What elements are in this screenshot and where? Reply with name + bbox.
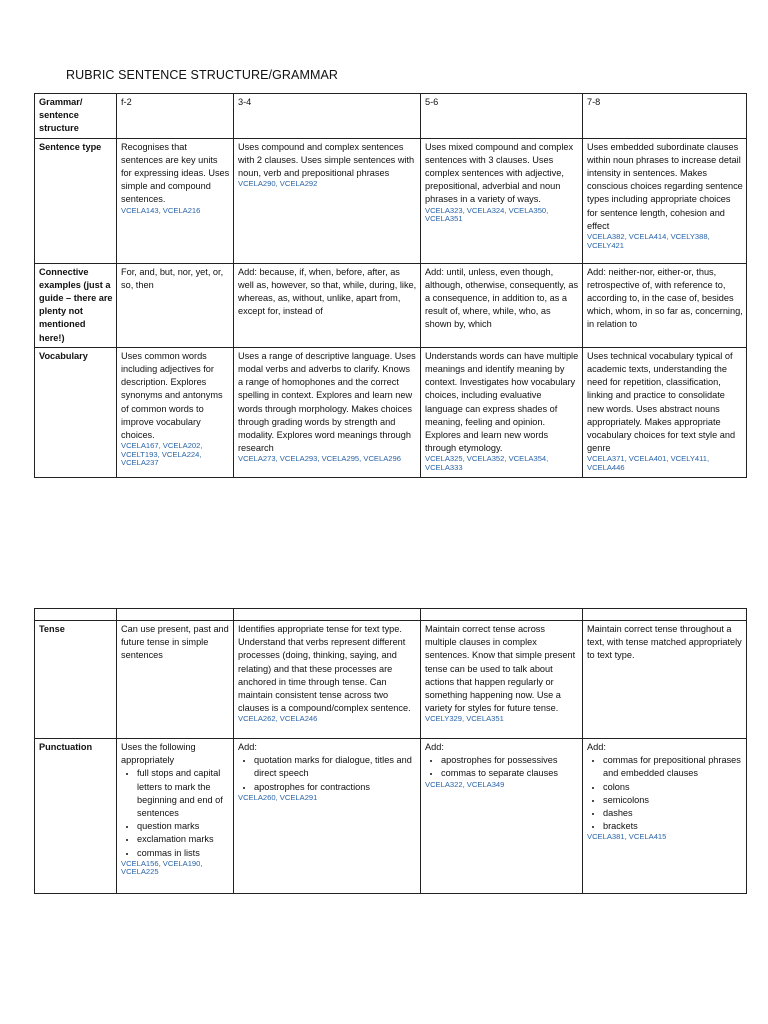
empty-cell <box>35 609 117 621</box>
table-cell <box>421 347 583 477</box>
list-item: • exclamation marks <box>137 833 230 846</box>
table-cell <box>117 138 234 263</box>
bullet-list <box>238 754 417 794</box>
table-cell <box>234 347 421 477</box>
page-title: RUBRIC SENTENCE STRUCTURE/GRAMMAR <box>66 68 339 82</box>
curriculum-codes: VCELA371, VCELA401, VCELY411, VCELA446 <box>587 454 710 473</box>
table-cell <box>421 739 583 894</box>
list-item: • commas for prepositional phrases and embedded clauses <box>603 754 743 780</box>
table-row-vocabulary <box>35 347 747 477</box>
cell-text: Uses technical vocabulary typical of academic texts, understanding the need for repetition, classification, linking and practice to consolidate new words. Uses abstract nouns appropriately. Makes appropriate vocabulary choices for text style and genre <box>587 350 736 454</box>
list-item: • brackets <box>603 820 743 833</box>
table-cell: Maintain correct tense throughout a text, with tense matched appropriately to text type. <box>583 621 747 739</box>
table-row-tense <box>35 621 747 739</box>
bullet-list <box>587 754 743 833</box>
table-cell: Add: until, unless, even though, although, otherwise, consequently, as a consequence, in addition to, as a result of, where, while, who, as shown by, which <box>421 263 583 347</box>
curriculum-codes: VCELY329, VCELA351 <box>425 714 504 724</box>
row-label: Tense <box>35 621 117 739</box>
table-cell: Can use present, past and future tense in simple sentences <box>117 621 234 739</box>
cell-text: Add: <box>425 742 444 752</box>
curriculum-codes: VCELA273, VCELA293, VCELA295, VCELA296 <box>238 454 401 464</box>
cell-text: Uses compound and complex sentences with 2 clauses. Uses simple sentences with noun, verb and prepositional phrases <box>238 141 415 179</box>
rubric-table-1 <box>34 93 747 478</box>
header-cell: 3-4 <box>234 94 421 139</box>
bullet-list <box>425 754 579 780</box>
list-item: • apostrophes for contractions <box>254 781 417 794</box>
list-item: • apostrophes for possessives <box>441 754 579 767</box>
header-row <box>35 94 747 139</box>
cell-text: Uses common words including adjectives for description. Explores synonyms and antonyms of common words to improve vocabulary choices. <box>121 350 223 441</box>
table-row-punctuation <box>35 739 747 894</box>
table-cell <box>117 739 234 894</box>
table-cell: Add: because, if, when, before, after, as well as, however, so that, while, during, like, whereas, as, without, unlike, apart from, except for, instead of <box>234 263 421 347</box>
curriculum-codes: VCELA156, VCELA190, VCELA225 <box>121 858 203 877</box>
cell-text: Maintain correct tense across multiple clauses in complex sentences. Know that simple present tense can be used to talk about actions that happen regularly or something happening now. Use a variety for styles for future tense. <box>425 624 576 714</box>
curriculum-codes: VCELA262, VCELA246 <box>238 714 318 724</box>
table-cell <box>234 739 421 894</box>
cell-text: Uses a range of descriptive language. Uses modal verbs and adverbs to clarify. Knows a range of homophones and the correct spelling in context. Explores and learn new words through morphology. Makes choices through grading words by strength and modality. Explores word meanings through research <box>238 350 416 454</box>
header-cell: 5-6 <box>421 94 583 139</box>
list-item: • quotation marks for dialogue, titles and direct speech <box>254 754 417 780</box>
cell-text: Understands words can have multiple meanings and identify meaning by context. Investigates how vocabulary choices, including evaluative language can express shades of meaning, feeling and opinion. Explores and learn new words through etymology. <box>425 350 579 454</box>
bullet-list <box>121 767 230 859</box>
rubric-table-2 <box>34 608 747 894</box>
empty-cell <box>421 609 583 621</box>
table-cell <box>234 138 421 263</box>
cell-text: Uses mixed compound and complex sentences with 3 clauses. Uses complex sentences with adjective, prepositional, adverbial and noun phrases in a variety of ways. <box>425 141 574 205</box>
list-item: • commas in lists <box>137 847 230 860</box>
list-item: • dashes <box>603 807 743 820</box>
list-item: • colons <box>603 781 743 794</box>
curriculum-codes: VCELA382, VCELA414, VCELY388, VCELY421 <box>587 232 710 250</box>
table-cell <box>583 739 747 894</box>
table-row-sentence-type <box>35 138 747 263</box>
curriculum-codes: VCELA167, VCELA202, VCELT193, VCELA224, VCELA237 <box>121 441 203 468</box>
table-row-connectives <box>35 263 747 347</box>
table-cell: Add: neither-nor, either-or, thus, retrospective of, with reference to, according to, in the case of, besides which, whom, in so far as, concerning, in relation to <box>583 263 747 347</box>
row-label: Sentence type <box>35 138 117 263</box>
list-item: • commas to separate clauses <box>441 767 579 780</box>
header-cell: f-2 <box>117 94 234 139</box>
curriculum-codes: VCELA260, VCELA291 <box>238 792 318 802</box>
header-cell: 7-8 <box>583 94 747 139</box>
row-label: Punctuation <box>35 739 117 894</box>
curriculum-codes: VCELA323, VCELA324, VCELA350, VCELA351 <box>425 205 549 224</box>
curriculum-codes: VCELA290, VCELA292 <box>238 179 318 189</box>
cell-text: Uses embedded subordinate clauses within noun phrases to increase detail intensity in sentences. Makes conscious choices regarding sentence types including appropriate choices for sentence length, cohesion and effect <box>587 141 743 231</box>
table-cell <box>583 138 747 263</box>
curriculum-codes: VCELA143, VCELA216 <box>121 205 201 215</box>
curriculum-codes: VCELA325, VCELA352, VCELA354, VCELA333 <box>425 454 549 473</box>
row-label: Vocabulary <box>35 347 117 477</box>
table-cell <box>421 621 583 739</box>
table-cell <box>421 138 583 263</box>
empty-cell <box>117 609 234 621</box>
cell-text: Add: <box>587 742 606 752</box>
cell-text: Uses the following appropriately <box>121 742 196 766</box>
empty-cell <box>234 609 421 621</box>
table-cell: For, and, but, nor, yet, or, so, then <box>117 263 234 347</box>
cell-text: Add: <box>238 742 257 752</box>
blank-header-row <box>35 609 747 621</box>
row-label: Connective examples (just a guide – there are plenty not mentioned here!) <box>35 263 117 347</box>
list-item: • question marks <box>137 820 230 833</box>
curriculum-codes: VCELA322, VCELA349 <box>425 779 505 789</box>
list-item: • semicolons <box>603 794 743 807</box>
curriculum-codes: VCELA381, VCELA415 <box>587 832 667 842</box>
table-cell <box>117 347 234 477</box>
cell-text: Identifies appropriate tense for text type. Understand that verbs represent different processes (doing, thinking, saying, and relating) and that these processes are anchored in time through tense. Can maintain consistent tense across two clauses is a compound/complex sentence. <box>238 624 411 714</box>
cell-text: Recognises that sentences are key units for expressing ideas. Uses simple and compound sentences. <box>121 141 230 205</box>
list-item: • full stops and capital letters to mark the beginning and end of sentences <box>137 767 230 820</box>
table-cell <box>583 347 747 477</box>
table-cell <box>234 621 421 739</box>
empty-cell <box>583 609 747 621</box>
header-cell: Grammar/ sentence structure <box>35 94 117 139</box>
